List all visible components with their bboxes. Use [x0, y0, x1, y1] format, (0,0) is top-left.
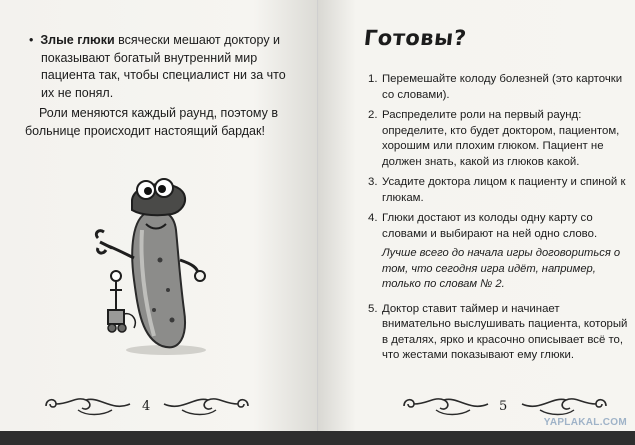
bullet-paragraph: [25, 32, 293, 102]
cartoon-cucumber-glitch-icon: [80, 160, 220, 360]
step-number: 4.: [368, 212, 378, 224]
step-number: 2.: [368, 109, 378, 121]
left-page: [0, 0, 318, 431]
step-number: 1.: [368, 73, 378, 85]
step-text: Глюки достают из колоды одну карту со словами и выбирают на ней одно слово.: [382, 212, 598, 240]
watermark: YAPLAKAL.COM: [543, 417, 627, 428]
step-text: Распределите роли на первый раунд: определите, кто будет доктором, пациентом, хорошим или плохим глюком. Пациент не должен знать, какой из глюков какой.: [382, 109, 620, 168]
step-text: Доктор ставит таймер и начинает внимательно выслушивать пациента, который в деталях, ярко и красочно описывает всё то, что жестами показывают ему глюки.: [382, 302, 628, 361]
steps-list: [368, 72, 630, 369]
page-number-left: 4: [142, 399, 151, 414]
italic-note: Лучше всего до начала игры договориться о том, что сегодня игра идёт, например, только по словам № 2.: [382, 247, 621, 290]
bullet-icon: •: [29, 33, 41, 47]
bullet-text: всячески мешают доктору и показывают богатый внутренний мир пациента так, чтобы специалист ни за что их не понял.: [41, 33, 286, 100]
page-number-right: 5: [499, 399, 508, 414]
list-item: [368, 211, 630, 242]
step-number: 3.: [368, 176, 378, 188]
step-text: Усадите доктора лицом к пациенту и спиной к глюкам.: [382, 176, 626, 204]
bottom-shadow: [0, 431, 635, 445]
page-title: Готовы?: [362, 26, 468, 50]
left-page-text: [25, 32, 293, 143]
step-text: Перемешайте колоду болезней (это карточки со словами).: [382, 73, 623, 101]
ornament-swirl-icon: [400, 390, 492, 418]
list-item: [368, 302, 630, 364]
rounds-paragraph: Роли меняются каждый раунд, поэтому в больнице происходит настоящий бардак!: [25, 106, 279, 138]
ornament-swirl-icon: [160, 390, 252, 418]
ornament-swirl-icon: [518, 390, 610, 418]
bullet-bold-term: Злые глюки: [40, 33, 115, 47]
list-item: [368, 108, 630, 170]
step-number: 5.: [368, 302, 378, 315]
list-item: [368, 175, 630, 206]
list-item: [368, 72, 630, 103]
ornament-swirl-icon: [42, 390, 134, 418]
